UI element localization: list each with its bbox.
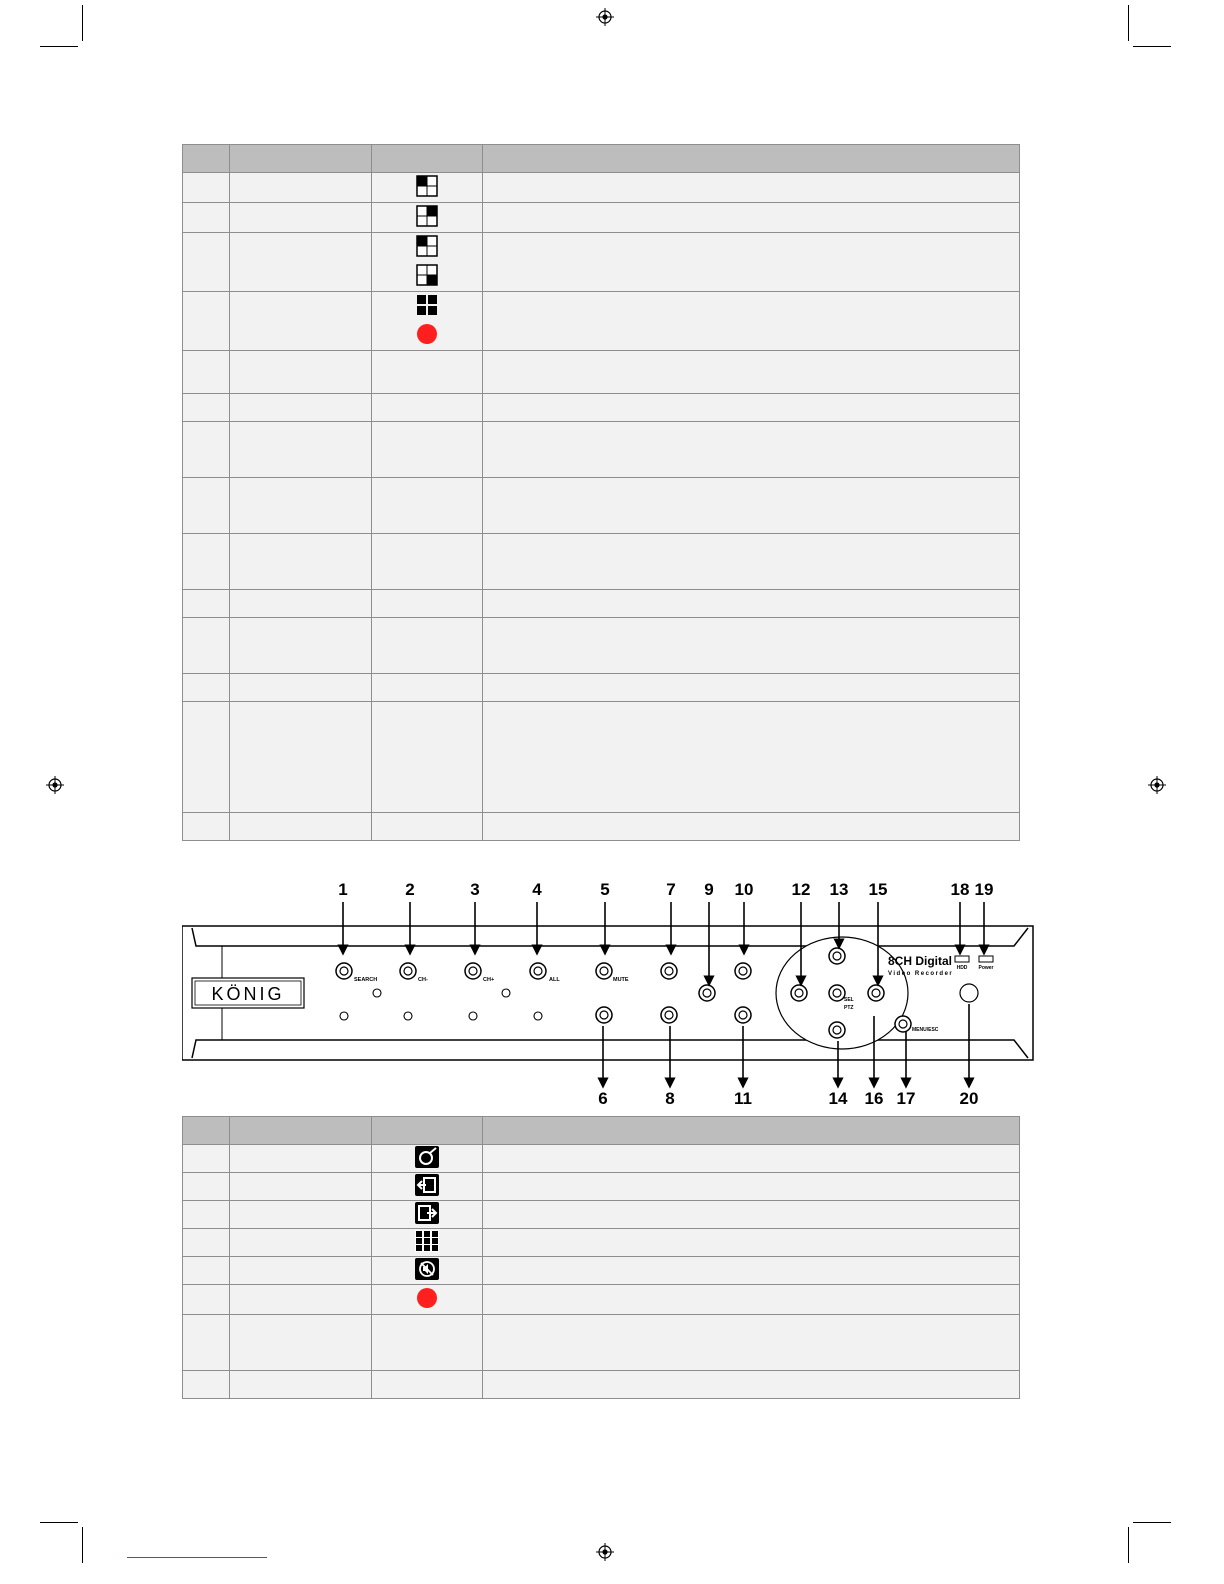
channel-indicator bbox=[502, 989, 510, 997]
search-button[interactable] bbox=[336, 963, 352, 979]
grid-all-icon bbox=[415, 1230, 439, 1252]
fast-forward-button[interactable] bbox=[735, 963, 751, 979]
table-row bbox=[183, 292, 1020, 351]
crop-mark bbox=[40, 1522, 78, 1523]
header-cell bbox=[183, 1117, 230, 1145]
crop-mark bbox=[1133, 1522, 1171, 1523]
table-row bbox=[183, 1173, 1020, 1201]
crop-mark bbox=[40, 46, 78, 47]
quad-bottom-left-icon bbox=[416, 235, 438, 257]
table-row bbox=[183, 1201, 1020, 1229]
search-icon bbox=[415, 1146, 439, 1168]
hdd-label: HDD bbox=[956, 965, 968, 971]
power-led bbox=[979, 956, 993, 962]
callout-label: 11 bbox=[734, 1089, 752, 1108]
ch-plus-button[interactable] bbox=[465, 963, 481, 979]
quad-full-icon bbox=[416, 294, 438, 316]
record-icon bbox=[417, 1288, 437, 1308]
table-row bbox=[183, 1285, 1020, 1315]
channel-indicator bbox=[340, 1012, 348, 1020]
crop-mark bbox=[1128, 1527, 1129, 1563]
callout-label: 19 bbox=[974, 880, 994, 899]
table-row bbox=[183, 173, 1020, 203]
table-row bbox=[183, 674, 1020, 702]
registration-mark-icon bbox=[1148, 776, 1166, 794]
sel-label: SEL bbox=[844, 997, 854, 1003]
table-row bbox=[183, 702, 1020, 813]
table-row bbox=[183, 203, 1020, 233]
model-line-2: Video Recorder bbox=[888, 971, 954, 977]
function-table-bottom bbox=[182, 1116, 1020, 1399]
table-row bbox=[183, 1315, 1020, 1371]
header-cell bbox=[483, 145, 1020, 173]
table-row bbox=[183, 394, 1020, 422]
rewind-button[interactable] bbox=[661, 963, 677, 979]
brand-text: KÖNIG bbox=[211, 984, 285, 1004]
channel-indicator bbox=[469, 1012, 477, 1020]
hdd-led bbox=[955, 956, 969, 962]
callout-label: 5 bbox=[600, 880, 610, 899]
callout-label: 16 bbox=[864, 1089, 884, 1108]
registration-mark-icon bbox=[596, 8, 614, 26]
crop-mark bbox=[82, 5, 83, 41]
footer-link-underline bbox=[127, 1557, 267, 1558]
channel-minus-icon bbox=[415, 1174, 439, 1196]
power-label: Power bbox=[978, 965, 994, 971]
quad-top-left-icon bbox=[416, 175, 438, 197]
callout-label: 15 bbox=[868, 880, 888, 899]
ptz-up-button[interactable] bbox=[829, 948, 845, 964]
callout-label: 3 bbox=[470, 880, 480, 899]
callout-label: 8 bbox=[665, 1089, 675, 1108]
callout-label: 6 bbox=[598, 1089, 608, 1108]
model-line-1: 8CH Digital bbox=[888, 954, 953, 968]
record-button[interactable] bbox=[596, 1007, 612, 1023]
play-button[interactable] bbox=[699, 985, 715, 1001]
callout-label: 10 bbox=[734, 880, 754, 899]
search-label: SEARCH bbox=[354, 977, 378, 983]
channel-indicator bbox=[404, 1012, 412, 1020]
table-row bbox=[183, 233, 1020, 292]
table-row bbox=[183, 1229, 1020, 1257]
mute-icon bbox=[415, 1258, 439, 1280]
callout-label: 1 bbox=[338, 880, 348, 899]
channel-plus-icon bbox=[415, 1202, 439, 1224]
mute-button[interactable] bbox=[596, 963, 612, 979]
function-table-top bbox=[182, 144, 1020, 841]
callout-label: 17 bbox=[896, 1089, 916, 1108]
quad-top-right-icon bbox=[416, 205, 438, 227]
table-row bbox=[183, 478, 1020, 534]
callout-label: 9 bbox=[704, 880, 714, 899]
callout-label: 14 bbox=[828, 1089, 848, 1108]
channel-indicator bbox=[373, 989, 381, 997]
callout-label: 18 bbox=[950, 880, 970, 899]
table-row bbox=[183, 351, 1020, 394]
registration-mark-icon bbox=[596, 1543, 614, 1561]
ptz-left-button[interactable] bbox=[791, 985, 807, 1001]
ch-minus-label: CH- bbox=[418, 977, 428, 983]
menu-esc-button[interactable] bbox=[895, 1016, 911, 1032]
table-header-row bbox=[183, 1117, 1020, 1145]
table-row bbox=[183, 1257, 1020, 1285]
table-row bbox=[183, 1145, 1020, 1173]
record-dot-icon bbox=[417, 324, 437, 344]
ptz-right-button[interactable] bbox=[868, 985, 884, 1001]
header-cell bbox=[230, 1117, 372, 1145]
ch-minus-button[interactable] bbox=[400, 963, 416, 979]
table-row bbox=[183, 618, 1020, 674]
ch-plus-label: CH+ bbox=[483, 977, 495, 983]
table-row bbox=[183, 590, 1020, 618]
header-cell bbox=[483, 1117, 1020, 1145]
table-row bbox=[183, 422, 1020, 478]
menu-esc-label: MENU/ESC bbox=[912, 1027, 939, 1033]
header-cell bbox=[372, 145, 483, 173]
header-cell bbox=[372, 1117, 483, 1145]
callout-label: 12 bbox=[791, 880, 811, 899]
callout-label: 4 bbox=[532, 880, 542, 899]
header-cell bbox=[183, 145, 230, 173]
all-button[interactable] bbox=[530, 963, 546, 979]
ptz-label: PTZ bbox=[844, 1005, 854, 1011]
table-row bbox=[183, 813, 1020, 841]
ir-receiver bbox=[960, 984, 978, 1002]
header-cell bbox=[230, 145, 372, 173]
table-header-row bbox=[183, 145, 1020, 173]
table-row bbox=[183, 1371, 1020, 1399]
callout-label: 20 bbox=[959, 1089, 979, 1108]
dvr-front-panel-diagram bbox=[182, 876, 1037, 1112]
ptz-down-button[interactable] bbox=[829, 1022, 845, 1038]
table-row bbox=[183, 534, 1020, 590]
crop-mark bbox=[1128, 5, 1129, 41]
all-label: ALL bbox=[549, 977, 560, 983]
channel-indicator bbox=[534, 1012, 542, 1020]
pause-button[interactable] bbox=[661, 1007, 677, 1023]
sel-ptz-button[interactable] bbox=[829, 985, 845, 1001]
callout-label: 13 bbox=[829, 880, 849, 899]
crop-mark bbox=[1133, 46, 1171, 47]
registration-mark-icon bbox=[46, 776, 64, 794]
quad-bottom-right-icon bbox=[416, 264, 438, 286]
mute-label: MUTE bbox=[613, 977, 629, 983]
callout-label: 7 bbox=[666, 880, 676, 899]
callout-label: 2 bbox=[405, 880, 415, 899]
crop-mark bbox=[82, 1527, 83, 1563]
stop-button[interactable] bbox=[735, 1007, 751, 1023]
